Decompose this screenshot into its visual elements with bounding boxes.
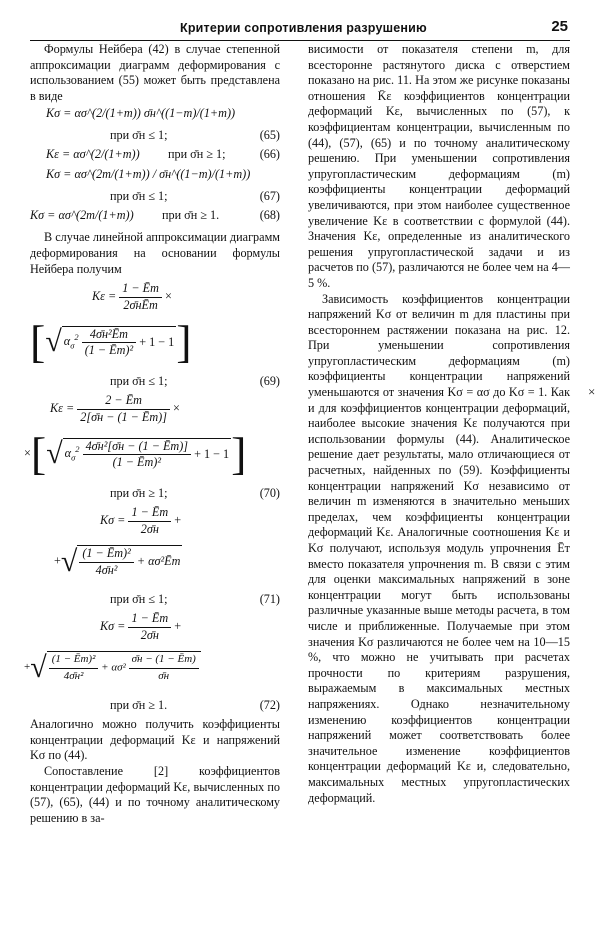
radical-body xyxy=(77,545,182,578)
expr-tail: + 1 − 1 xyxy=(139,334,175,349)
condition-text: при σ̄н ≥ 1. xyxy=(110,698,168,713)
denominator: 4σ̄н² xyxy=(95,562,118,577)
equation-70 xyxy=(24,393,280,485)
fraction xyxy=(79,546,133,578)
equation-number: (69) xyxy=(259,374,280,389)
equation-lhs: Kσ = xyxy=(100,513,126,528)
fraction xyxy=(128,611,171,643)
equation-71-condition xyxy=(30,592,280,610)
numerator: 1 − Ēт xyxy=(128,505,171,522)
numerator: 1 − Ēт xyxy=(119,281,162,298)
paragraph: Формулы Нейбера (42) в случае степенной аппроксимации диаграмм деформирования с использованием (55) может быть представлена в виде xyxy=(30,42,280,103)
equation-69-line1: Kε = $\frac{1 - Ēт}{\text{2σ̄нĒт}}$ × xyxy=(92,281,172,312)
condition-text: при σ̄н ≥ 1. xyxy=(162,208,220,223)
fraction xyxy=(119,281,162,313)
fraction xyxy=(77,393,170,425)
equation-number: (71) xyxy=(259,592,280,607)
equation-71 xyxy=(30,505,280,591)
numerator: 2 − Ēт xyxy=(77,393,170,410)
numerator: σ̄н − (1 − Ēт) xyxy=(129,652,199,669)
equation-number: (72) xyxy=(259,698,280,713)
radical-body: $\alpha_\sigma^2$ $\frac{\text{4σ̄н²[σ̄н − (1 − Ēт)]}}{\text{(1 − Ēт)²}}$ + 1 − 1 xyxy=(64,438,230,470)
fraction xyxy=(82,327,136,359)
fraction xyxy=(49,652,99,684)
right-column xyxy=(308,42,570,806)
equation-65 xyxy=(30,106,280,126)
equation-number: (70) xyxy=(259,486,280,501)
numerator: 4σ̄н²[σ̄н − (1 − Ēт)] xyxy=(83,439,191,456)
equation-number: (66) xyxy=(259,147,280,162)
expr-mid: + ασ² xyxy=(101,661,126,674)
equation-69-line2: [√ $\alpha_\sigma^2$ $\frac{\text{4σ̄н²Ēт}}{\text{(1 − Ēт)²}}$ + 1 − 1] xyxy=(30,316,192,368)
radical-body: $\alpha_\sigma^2$ $\frac{\text{4σ̄н²Ēт}}{\text{(1 − Ēт)²}}$ + 1 − 1 xyxy=(63,326,175,358)
fraction xyxy=(129,652,199,684)
condition-text: при σ̄н ≤ 1; xyxy=(110,128,168,143)
condition-text: при σ̄н ≤ 1; xyxy=(110,592,168,607)
equation-expr: Kσ = ασ^(2m/(1+m)) xyxy=(30,208,134,223)
left-column xyxy=(24,42,280,826)
equation-72-condition xyxy=(30,698,280,716)
equation-68 xyxy=(30,208,280,226)
condition-text: при σ̄н ≤ 1; xyxy=(110,374,168,389)
chapter-title: Критерии сопротивления разрушению xyxy=(180,21,427,35)
paragraph: висимости от показателя степени m, для всесторонне растянутого диска с отверстием показано на рис. 11. На этом же рисунке показаны отношения K̄ε коэффициентов концентрации деформаций Kε, вычисленных по (57), к коэффициентам концентрации, вычисленным по (44), (57), (65) и по точному аналитическому решению. При уменьшении сопротивления упругопластическим деформациям (m) коэффициенты концентрации деформаций увеличиваются, при этом наиболее существенное увеличение Kε в соответствии с формулой (44). Значения Kε, определенные из аналитического решения упругопластической задачи и из расчетов по (57), различаются не более чем на 4—5 %. xyxy=(308,42,570,290)
equation-71-line2: +√ $\frac{\text{(1 − Ēт)²}}{\text{4σ̄н²}}$ + ασ²Ēт xyxy=(54,544,181,578)
fraction xyxy=(128,505,171,537)
equation-66 xyxy=(30,147,280,165)
equation-71-line1: Kσ = $\frac{1 - Ēт}{2\sigmāн}$ + xyxy=(100,505,182,536)
equation-number: (67) xyxy=(259,189,280,204)
equation-72-line1: Kσ = $\frac{1 - Ēт}{2\sigmāн}$ + xyxy=(100,611,182,642)
denominator: 4σ̄н² xyxy=(63,669,84,682)
equation-67 xyxy=(30,167,280,187)
denominator: 2[σ̄н − (1 − Ēт)] xyxy=(80,409,167,424)
denominator: 2σ̄н xyxy=(140,627,159,642)
equation-70-line1: Kε = $\frac{2 - Ēт}{2[\sigmāн - (1 - Ēт)]}$ × xyxy=(50,393,180,424)
equation-70-line2: ×[√ $\alpha_\sigma^2$ $\frac{\text{4σ̄н²[σ̄н − (1 − Ēт)]}}{\text{(1 − Ēт)²}}$ + 1 − 1] xyxy=(24,428,247,480)
page-number: 25 xyxy=(551,18,568,35)
paragraph: В случае линейной аппроксимации диаграмм деформирования на основании формулы Нейбера получим xyxy=(30,230,280,276)
denominator: (1 − Ēт)² xyxy=(84,343,134,358)
equation-72-line2: +√ $\frac{\text{(1 − Ēт)²}}{\text{4σ̄н²}}$ + ασ² $\frac{\sigmāн - (1 - Ēт)}{\sigmāн}$ xyxy=(24,651,201,684)
equation-number: (68) xyxy=(259,208,280,223)
numerator: 1 − Ēт xyxy=(128,611,171,628)
numerator: (1 − Ēт)² xyxy=(49,652,99,669)
equation-69 xyxy=(30,281,280,373)
fraction xyxy=(83,439,191,471)
equation-65-condition xyxy=(30,128,280,146)
condition-text: при σ̄н ≥ 1; xyxy=(168,147,226,162)
equation-69-condition xyxy=(30,374,280,392)
equation-expr: Kσ = ασ^(2/(1+m)) σ̄н^((1−m)/(1+m)) xyxy=(46,106,236,121)
condition-text: при σ̄н ≤ 1; xyxy=(110,189,168,204)
paragraph: Аналогично можно получить коэффициенты концентрации деформаций Kε и напряжений Kσ по (44). xyxy=(30,717,280,763)
numerator: (1 − Ēт)² xyxy=(79,546,133,563)
radical-body xyxy=(47,651,201,684)
condition-text: при σ̄н ≥ 1; xyxy=(110,486,168,501)
numerator: 4σ̄н²Ēт xyxy=(82,327,136,344)
equation-67-condition xyxy=(30,189,280,207)
denominator: 2σ̄нĒт xyxy=(123,297,158,312)
equation-expr: Kε = ασ^(2/(1+m)) xyxy=(46,147,140,162)
running-header xyxy=(30,18,570,41)
expr-tail: + 1 − 1 xyxy=(194,446,230,461)
equation-lhs: Kε = xyxy=(92,289,117,304)
equation-expr: Kσ = ασ^(2m/(1+m)) / σ̄н^((1−m)/(1+m)) xyxy=(46,167,251,182)
equation-number: (65) xyxy=(259,128,280,143)
denominator: 2σ̄н xyxy=(140,521,159,536)
equation-lhs: Kε = xyxy=(50,401,75,416)
paragraph: Сопоставление [2] коэффициентов концентрации деформаций Kε, вычисленных по (57), (65), (44) и по точному аналитическому решению в за- xyxy=(30,763,280,825)
denominator: (1 − Ēт)² xyxy=(112,455,162,470)
equation-lhs: Kσ = xyxy=(100,619,126,634)
equation-72 xyxy=(24,611,280,697)
equation-70-condition xyxy=(30,486,280,504)
denominator: σ̄н xyxy=(158,669,170,682)
paragraph: Зависимость коэффициентов концентрации напряжений Kσ от величин m для пластины при всестороннем растяжении показана на рис. 12. При уменьшении сопротивления упругопластическим деформациям (m) коэффициенты концентрации напряжений уменьшаются от значения Kσ = ασ до Kσ = 1. Как и для коэффициентов концентрации деформаций, наиболее высокие значения Kε получаются при использовании формулы (44). Аналитическое решение дает результаты, мало отличающиеся от расчетных, найденных по (59). Коэффициенты концентрации напряжений Kσ независимо от величин m изменяются в значительно меньших пределах, чем коэффициенты концентрации деформаций Kε. Аналогичные соотношения Kε и Kσ получают, используя модуль упрочнения Ēт вместо показателя упрочнения m. В связи с этим для оценки максимальных напряжений в зоне концентрации могут быть использованы различные указанные выше методы расчета, в том числе и приближенные. Получаемые при этом значения Kσ различаются не более чем на 10—15 %, что можно не учитывать при расчетах прочности по критериям разрушения, выражаемым в максимальных местных напряжениях. Однако незначительному изменению коэффициентов концентрации напряжений может соответствовать более значительное изменение коэффициентов концентрации деформаций Kε и, следовательно, максимальных местных упругопластических деформаций. xyxy=(308,291,570,805)
expr-tail: + ασ²Ēт xyxy=(136,554,181,569)
margin-mark: × xyxy=(588,384,596,399)
